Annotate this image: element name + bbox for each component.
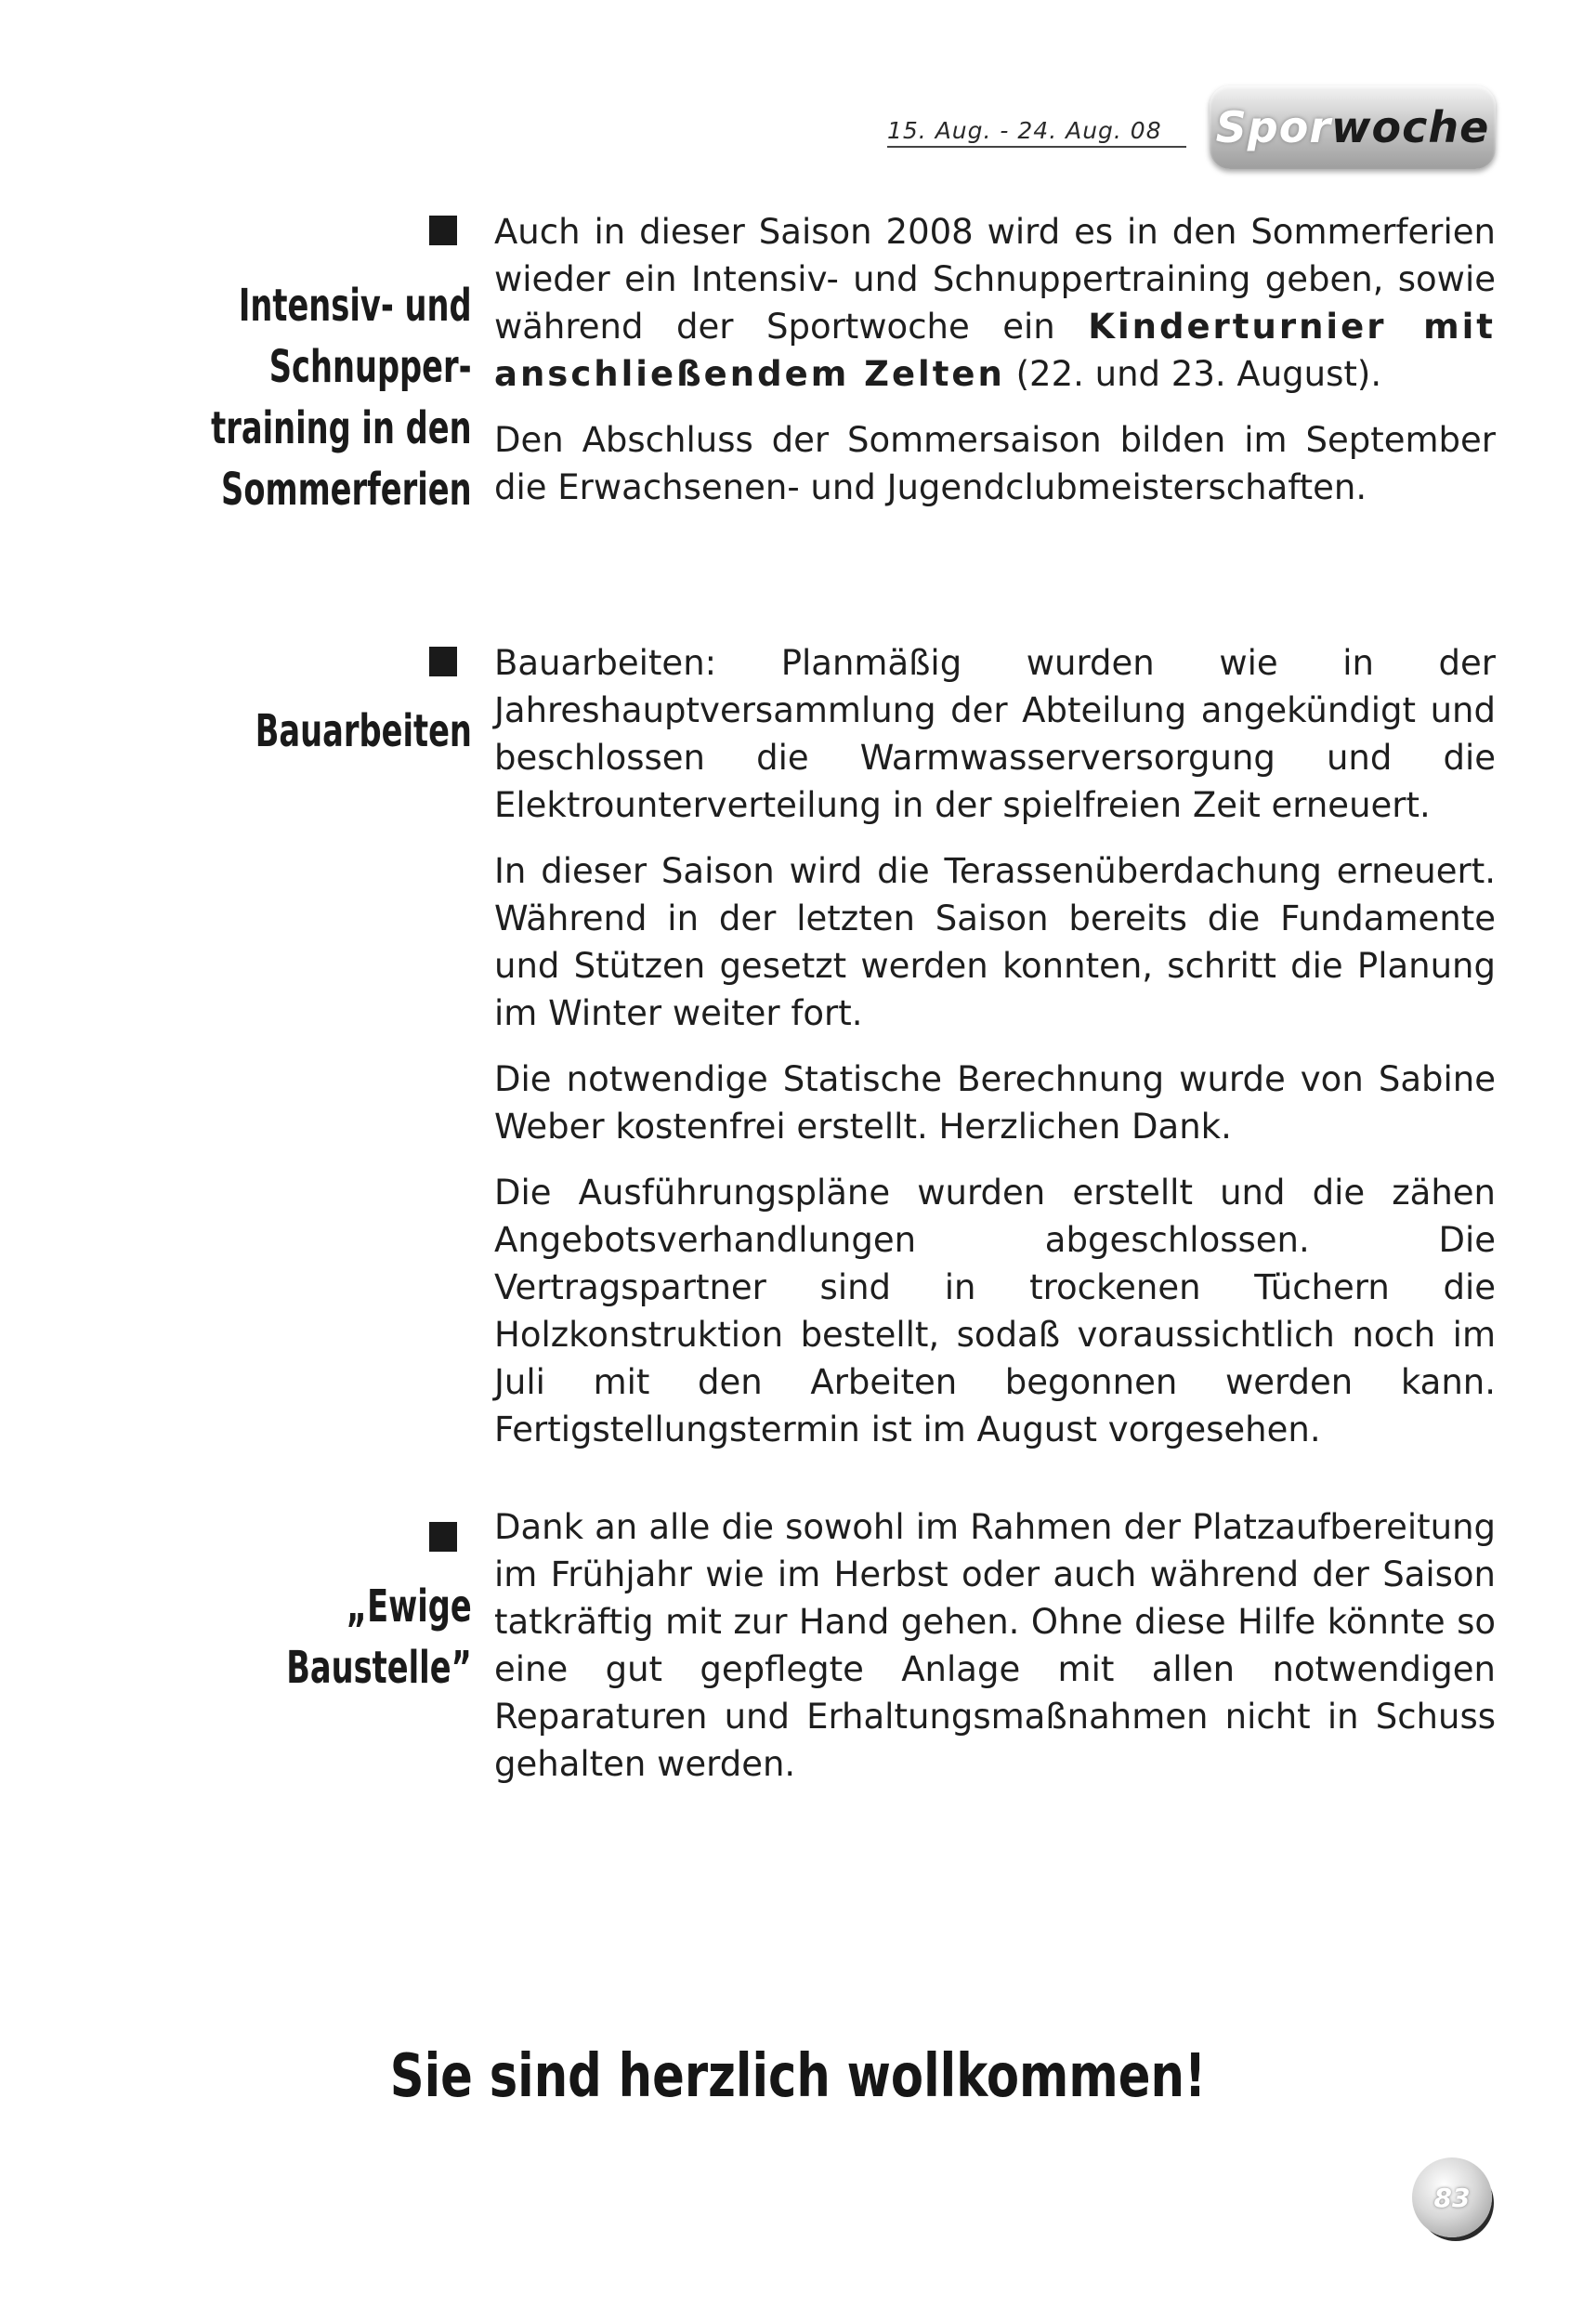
section-title-line: Bauarbeiten [255, 705, 472, 757]
section-title-line: Sommerferien [221, 464, 473, 516]
paragraph [494, 208, 1496, 398]
section-title-line: training in den [211, 402, 472, 454]
section-body [494, 1503, 1496, 1806]
paragraph: Dank an alle die sowohl im Rahmen der Platzaufbereitung im Frühjahr wie im Herbst oder auch während der Saison tatkräftig mit zur Hand gehen. Ohne diese Hilfe könnte so eine gut gepflegte Anlage mit allen notwendigen Reparaturen und Erhaltungsmaßnahmen nicht in Schuss gehalten werden. [494, 1507, 1496, 1784]
badge-text-part2: woche [1331, 102, 1490, 152]
badge-text-part1: Spor [1215, 102, 1332, 152]
section-body [494, 208, 1496, 530]
paragraph-bold-text: Kinderturnier mit anschließendem Zelten [494, 307, 1496, 394]
section-marker-square [429, 1522, 457, 1552]
section-marker-square [429, 216, 457, 245]
section-body [494, 639, 1496, 1472]
closing-headline: Sie sind herzlich wollkommen! [389, 2042, 1207, 2111]
sportwoche-logo-badge [1210, 85, 1496, 169]
section-title [287, 1576, 472, 1698]
section-title-line: „Ewige [347, 1580, 472, 1633]
paragraph: Die notwendige Statische Berechnung wurde von Sabine Weber kostenfrei erstellt. Herzlichen Dank. [494, 1059, 1496, 1147]
paragraph: In dieser Saison wird die Terassenüberdachung erneuert. Während in der letzten Saison bereits die Fundamente und Stützen gesetzt werden konnten, schritt die Planung im Winter weiter fort. [494, 851, 1496, 1033]
section-title [211, 275, 472, 520]
paragraph: Die Ausführungspläne wurden erstellt und die zähen Angebotsverhandlungen abgeschlossen. Die Vertragspartner sind in trockenen Tüchern die Holzkonstruktion bestellt, sodaß voraussichtlich noch im Juli mit den Arbeiten begonnen werden kann. Fertigstellungstermin ist im August vorgesehen. [494, 1173, 1496, 1449]
page-number: 83 [1433, 2182, 1471, 2213]
section-title-line: Schnupper- [269, 341, 472, 393]
paragraph: Bauarbeiten: Planmäßig wurden wie in der Jahreshauptversammlung der Abteilung angekündigt und beschlossen die Warmwasserversorgung und die Elektrounterverteilung in der spielfreien Zeit erneuert. [494, 643, 1496, 825]
paragraph-text: Auch in dieser Saison 2008 wird es in den Sommerferien wieder ein Intensiv- und Schnuppertraining geben, sowie während der Sportwoche ein [494, 212, 1496, 347]
section-title [255, 701, 472, 762]
paragraph-text: (22. und 23. August). [1004, 354, 1382, 394]
paragraph: Den Abschluss der Sommersaison bilden im September die Erwachsenen- und Jugendclubmeisterschaften. [494, 420, 1496, 507]
section-title-line: Baustelle” [286, 1642, 472, 1694]
header-date-range: 15. Aug. - 24. Aug. 08 [887, 117, 1186, 148]
section-marker-square [429, 647, 457, 676]
section-title-line: Intensiv- und [239, 280, 472, 332]
page-number-badge [1412, 2157, 1492, 2237]
